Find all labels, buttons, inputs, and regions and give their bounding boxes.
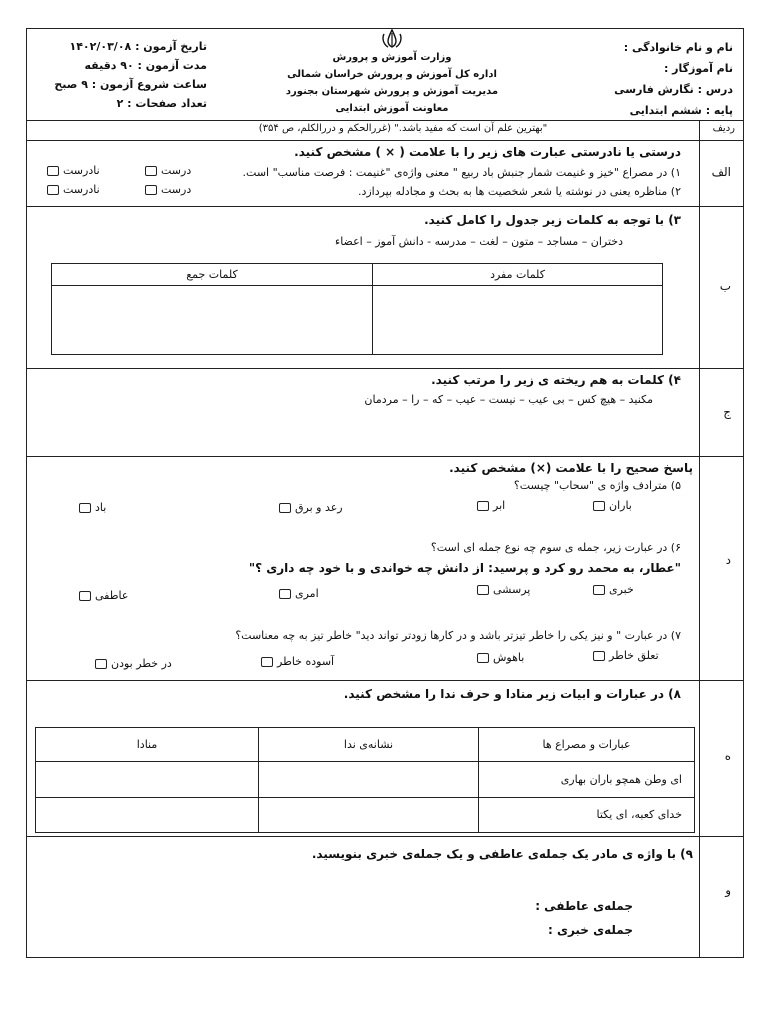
declarative-sentence-label: جمله‌ی خبری : xyxy=(547,923,633,937)
section-label: و xyxy=(725,883,731,897)
student-info xyxy=(573,37,733,121)
checkbox[interactable] xyxy=(279,589,291,599)
checkbox[interactable] xyxy=(593,585,605,595)
col-plural: کلمات جمع xyxy=(52,264,373,286)
section-he xyxy=(27,681,743,837)
answer-cell[interactable] xyxy=(259,762,479,798)
q1-false-option[interactable]: نادرست xyxy=(43,164,100,177)
exam-start-time: ساعت شروع آزمون : ۹ صبح xyxy=(54,78,207,91)
q6-option-3[interactable]: امری xyxy=(275,587,319,600)
subject-field: درس : نگارش فارسی xyxy=(614,83,733,96)
q5-option-4[interactable]: باد xyxy=(75,501,106,514)
iran-emblem-icon xyxy=(379,29,405,49)
org-ministry: وزارت آموزش و پرورش xyxy=(332,52,452,63)
q7-option-1[interactable]: تعلق خاطر xyxy=(589,649,659,662)
question-7: ۷) در عبارت " و نیز یکی را خاطر تیزتر باشد و در کارها زودتر تواند دید" خاطر تیز به چه معناست؟ xyxy=(235,629,681,642)
row-column-header: ردیف xyxy=(712,123,735,134)
checkbox[interactable] xyxy=(593,501,605,511)
q5-option-3[interactable]: رعد و برق xyxy=(275,501,343,514)
page-count: تعداد صفحات : ۲ xyxy=(116,97,207,110)
question-6: ۶) در عبارت زیر، جمله ی سوم چه نوع جمله ای است؟ xyxy=(430,541,681,554)
q6-option-1[interactable]: خبری xyxy=(589,583,634,596)
scrambled-words: مکنید – هیچ کس – بی عیب – نیست – عیب – که – را – مردمان xyxy=(364,393,653,406)
singular-answer-cell[interactable] xyxy=(373,286,663,355)
section-alef xyxy=(27,141,743,207)
col-phrases: عبارات و مصراع ها xyxy=(479,728,695,762)
student-name-field: نام و نام خانوادگی : xyxy=(623,41,733,54)
phrase-1: ای وطن همچو باران بهاری xyxy=(479,762,695,798)
q1-true-option[interactable]: درست xyxy=(141,164,191,177)
col-singular: کلمات مفرد xyxy=(373,264,663,286)
answer-cell[interactable] xyxy=(259,797,479,833)
exam-duration: مدت آزمون : ۹۰ دقیقه xyxy=(84,59,207,72)
section-label: د xyxy=(725,553,731,567)
checkbox[interactable] xyxy=(95,659,107,669)
exam-info xyxy=(37,37,207,113)
question-4: ۴) کلمات به هم ریخته ی زیر را مرتب کنید. xyxy=(431,373,681,387)
checkbox[interactable] xyxy=(477,501,489,511)
hadith-quote: "بهترین علم آن است که مفید باشد." (غررالحکم و دررالکلم، ص ۳۵۴) xyxy=(258,123,548,134)
singular-plural-table xyxy=(51,263,663,355)
checkbox[interactable] xyxy=(79,591,91,601)
question-9: ۹) با واژه ی مادر یک جمله‌ی عاطفی و یک جمله‌ی خبری بنویسید. xyxy=(311,847,693,861)
section-vav xyxy=(27,837,743,957)
exam-page xyxy=(26,28,744,958)
checkbox[interactable] xyxy=(47,185,59,195)
section-label: ج xyxy=(723,405,731,419)
question-2: ۲) مناظره یعنی در نوشته یا شعر شخصیت ها به بحث و مجادله بپردازد. xyxy=(357,185,681,198)
answer-cell[interactable] xyxy=(36,762,259,798)
plural-answer-cell[interactable] xyxy=(52,286,373,355)
checkbox[interactable] xyxy=(47,166,59,176)
section-label: الف xyxy=(711,165,731,179)
question-3: ۳) با توجه به کلمات زیر جدول را کامل کنید. xyxy=(424,213,681,227)
q6-option-2[interactable]: پرسشی xyxy=(473,583,530,596)
quote-row xyxy=(27,121,743,141)
checkbox[interactable] xyxy=(279,503,291,513)
org-city: مدیریت آموزش و پرورش شهرستان بجنورد xyxy=(285,86,499,97)
question-8: ۸) در عبارات و ابیات زیر منادا و حرف ندا را مشخص کنید. xyxy=(343,687,681,701)
organization-block xyxy=(277,29,507,117)
checkbox[interactable] xyxy=(477,585,489,595)
q7-option-4[interactable]: در خطر بودن xyxy=(91,657,172,670)
q7-option-2[interactable]: باهوش xyxy=(473,651,524,664)
org-deputy: معاونت آموزش ابتدایی xyxy=(335,103,449,114)
exam-header xyxy=(27,29,743,121)
section-be xyxy=(27,207,743,369)
q6-option-4[interactable]: عاطفی xyxy=(75,589,128,602)
section-jim xyxy=(27,369,743,457)
section-label: ب xyxy=(719,279,731,293)
section-label: ه xyxy=(724,749,731,763)
checkbox[interactable] xyxy=(477,653,489,663)
checkbox[interactable] xyxy=(145,166,157,176)
q5-option-1[interactable]: باران xyxy=(589,499,632,512)
question-1: ۱) در مصراع "خیز و غنیمت شمار جنبش باد ربیع " معنی واژه‌ی "غنیمت : فرصت مناسب" است. xyxy=(242,166,681,179)
emotional-sentence-label: جمله‌ی عاطفی : xyxy=(535,899,633,913)
q6-quote: "عطار، به محمد رو کرد و پرسید: از دانش چه خواندی و با خود چه داری ؟" xyxy=(248,561,681,575)
col-vocative: منادا xyxy=(36,728,259,762)
q2-true-option[interactable]: درست xyxy=(141,183,191,196)
phrase-2: خدای کعبه، ای یکتا xyxy=(479,797,695,833)
q5-option-2[interactable]: ابر xyxy=(473,499,505,512)
org-province: اداره کل آموزش و پرورش خراسان شمالی xyxy=(287,69,497,80)
section-dal xyxy=(27,457,743,681)
vocative-table xyxy=(35,727,695,833)
q7-option-3[interactable]: آسوده خاطر xyxy=(257,655,334,668)
grade-field: پایه : ششم ابتدایی xyxy=(629,104,733,117)
section-instruction: درستی یا نادرستی عبارت های زیر را با علامت ( × ) مشخص کنید. xyxy=(294,145,681,159)
question-5: ۵) مترادف واژه ی "سحاب" چیست؟ xyxy=(513,479,681,492)
word-list: دختران – مساجد – متون – لغت – مدرسه - دانش آموز – اعضاء xyxy=(335,235,623,248)
checkbox[interactable] xyxy=(79,503,91,513)
exam-date: تاریخ آزمون : ۱۴۰۲/۰۳/۰۸ xyxy=(69,40,207,53)
section-instruction: پاسخ صحیح را با علامت (×) مشخص کنید. xyxy=(449,461,693,475)
checkbox[interactable] xyxy=(145,185,157,195)
checkbox[interactable] xyxy=(593,651,605,661)
q2-false-option[interactable]: نادرست xyxy=(43,183,100,196)
teacher-name-field: نام آموزگار : xyxy=(663,62,733,75)
col-vocative-sign: نشانه‌ی ندا xyxy=(259,728,479,762)
checkbox[interactable] xyxy=(261,657,273,667)
answer-cell[interactable] xyxy=(36,797,259,833)
